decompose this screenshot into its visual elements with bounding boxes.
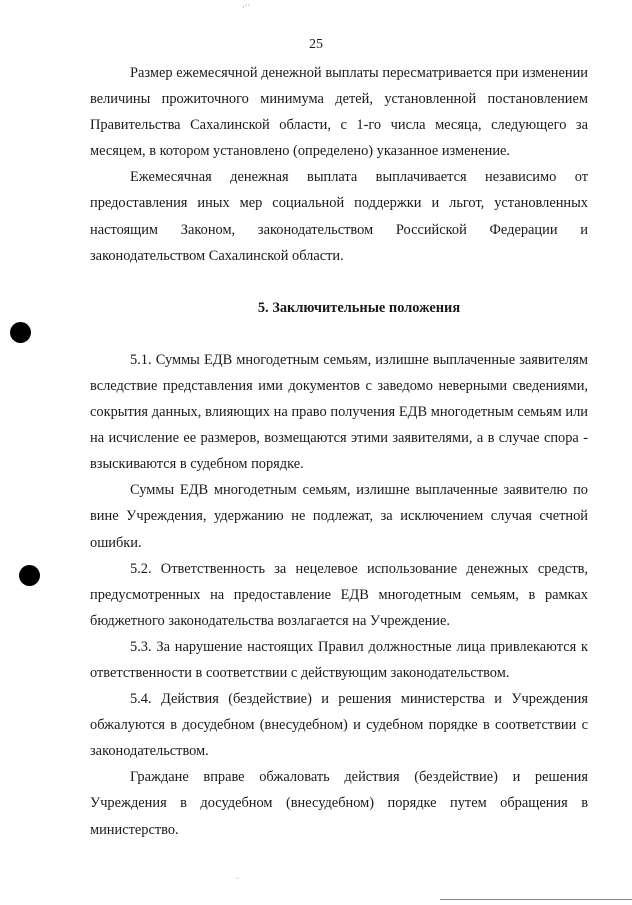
scan-speck: ˎ xyxy=(236,870,239,879)
punch-hole xyxy=(10,322,31,343)
paragraph-5-3: 5.3. За нарушение настоящих Правил должностные лица привлекаются к ответственности в соответствии с действующим законодательством. xyxy=(90,638,588,681)
scan-speck: ·˙˙ xyxy=(242,3,250,12)
scan-edge-line xyxy=(440,899,632,900)
paragraph-payment-independence: Ежемесячная денежная выплата выплачивается независимо от предоставления иных мер социальной поддержки и льгот, установленных настоящим Законом, законодательством Российской Федерации и законодательством Сахалинской области. xyxy=(90,169,588,264)
punch-hole xyxy=(19,565,40,586)
paragraph-payment-revision: Размер ежемесячной денежной выплаты пересматривается при изменении величины прожиточного минимума детей, установленной постановлением Правительства Сахалинской области, с 1-го числа месяца, следующего за месяцем, в котором установлено (определено) указанное изменение. xyxy=(90,65,588,160)
paragraph-5-4: 5.4. Действия (бездействие) и решения министерства и Учреждения обжалуются в досудебном (внесудебном) и судебном порядке в соответствии с законодательством. xyxy=(90,691,588,760)
document-body xyxy=(90,60,588,843)
page-number: 25 xyxy=(309,37,323,52)
section-heading: 5. Заключительные положения xyxy=(257,299,461,316)
paragraph-5-2: 5.2. Ответственность за нецелевое использование денежных средств, предусмотренных на предоставление ЕДВ многодетным семьям, в рамках бюджетного законодательства возлагается на Учреждение. xyxy=(90,560,588,629)
paragraph-overpayment-institution: Суммы ЕДВ многодетным семьям, излишне выплаченные заявителю по вине Учреждения, удержанию не подлежат, за исключением случая счетной ошибки. xyxy=(90,482,588,551)
paragraph-5-1: 5.1. Суммы ЕДВ многодетным семьям, излишне выплаченные заявителям вследствие представления ими документов с заведомо неверными сведениями, сокрытия данных, влияющих на право получения ЕДВ многодетным семьям или на исчисление ее размеров, возмещаются этими заявителями, а в случае спора - взыскиваются в судебном порядке. xyxy=(90,351,588,473)
paragraph-appeal-rights: Граждане вправе обжаловать действия (бездействие) и решения Учреждения в досудебном (внесудебном) порядке путем обращения в министерство. xyxy=(90,769,588,838)
